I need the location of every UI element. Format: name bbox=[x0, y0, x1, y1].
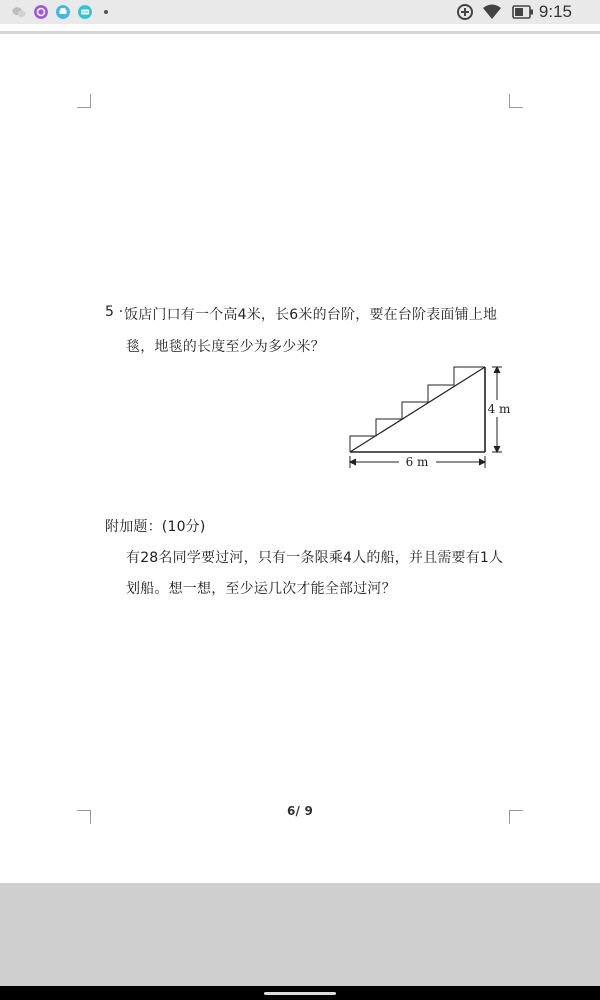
bonus-question-line-2: 划船。想一想，至少运几次才能全部过河？ bbox=[126, 581, 396, 597]
home-gesture-handle[interactable] bbox=[264, 992, 336, 995]
staircase-slope bbox=[350, 367, 485, 452]
notification-dot-icon bbox=[104, 10, 108, 14]
page-top-divider bbox=[0, 31, 600, 34]
printer-app-icon bbox=[56, 5, 70, 19]
battery-icon bbox=[512, 5, 534, 19]
bonus-question-line-1: 有28名同学要过河，只有一条限乘4人的船，并且需要有1人 bbox=[126, 550, 504, 566]
height-label: 4 m bbox=[487, 402, 511, 416]
crop-mark-top-right bbox=[509, 94, 523, 108]
staircase-figure bbox=[344, 362, 514, 474]
bonus-question-title: 附加题：(10分) bbox=[105, 519, 206, 535]
message-app-icon bbox=[78, 5, 92, 19]
question-text-line-1: 饭店门口有一个高4米，长6米的台阶，要在台阶表面铺上地 bbox=[124, 307, 498, 323]
wechat-icon bbox=[12, 5, 26, 19]
status-bar bbox=[0, 0, 600, 24]
sync-icon bbox=[456, 3, 474, 21]
wifi-icon bbox=[482, 3, 502, 21]
length-label: 6 m bbox=[405, 455, 429, 469]
page-number: 6/ 9 bbox=[286, 804, 314, 818]
crop-mark-top-left bbox=[77, 94, 91, 108]
question-text-line-2: 毯，地毯的长度至少为多少米？ bbox=[126, 339, 325, 355]
navigation-bar bbox=[0, 986, 600, 1000]
question-number: 5 · bbox=[105, 304, 124, 320]
settings-app-icon bbox=[34, 5, 48, 19]
document-page[interactable] bbox=[0, 24, 600, 883]
status-time: 9:15 bbox=[538, 2, 572, 21]
